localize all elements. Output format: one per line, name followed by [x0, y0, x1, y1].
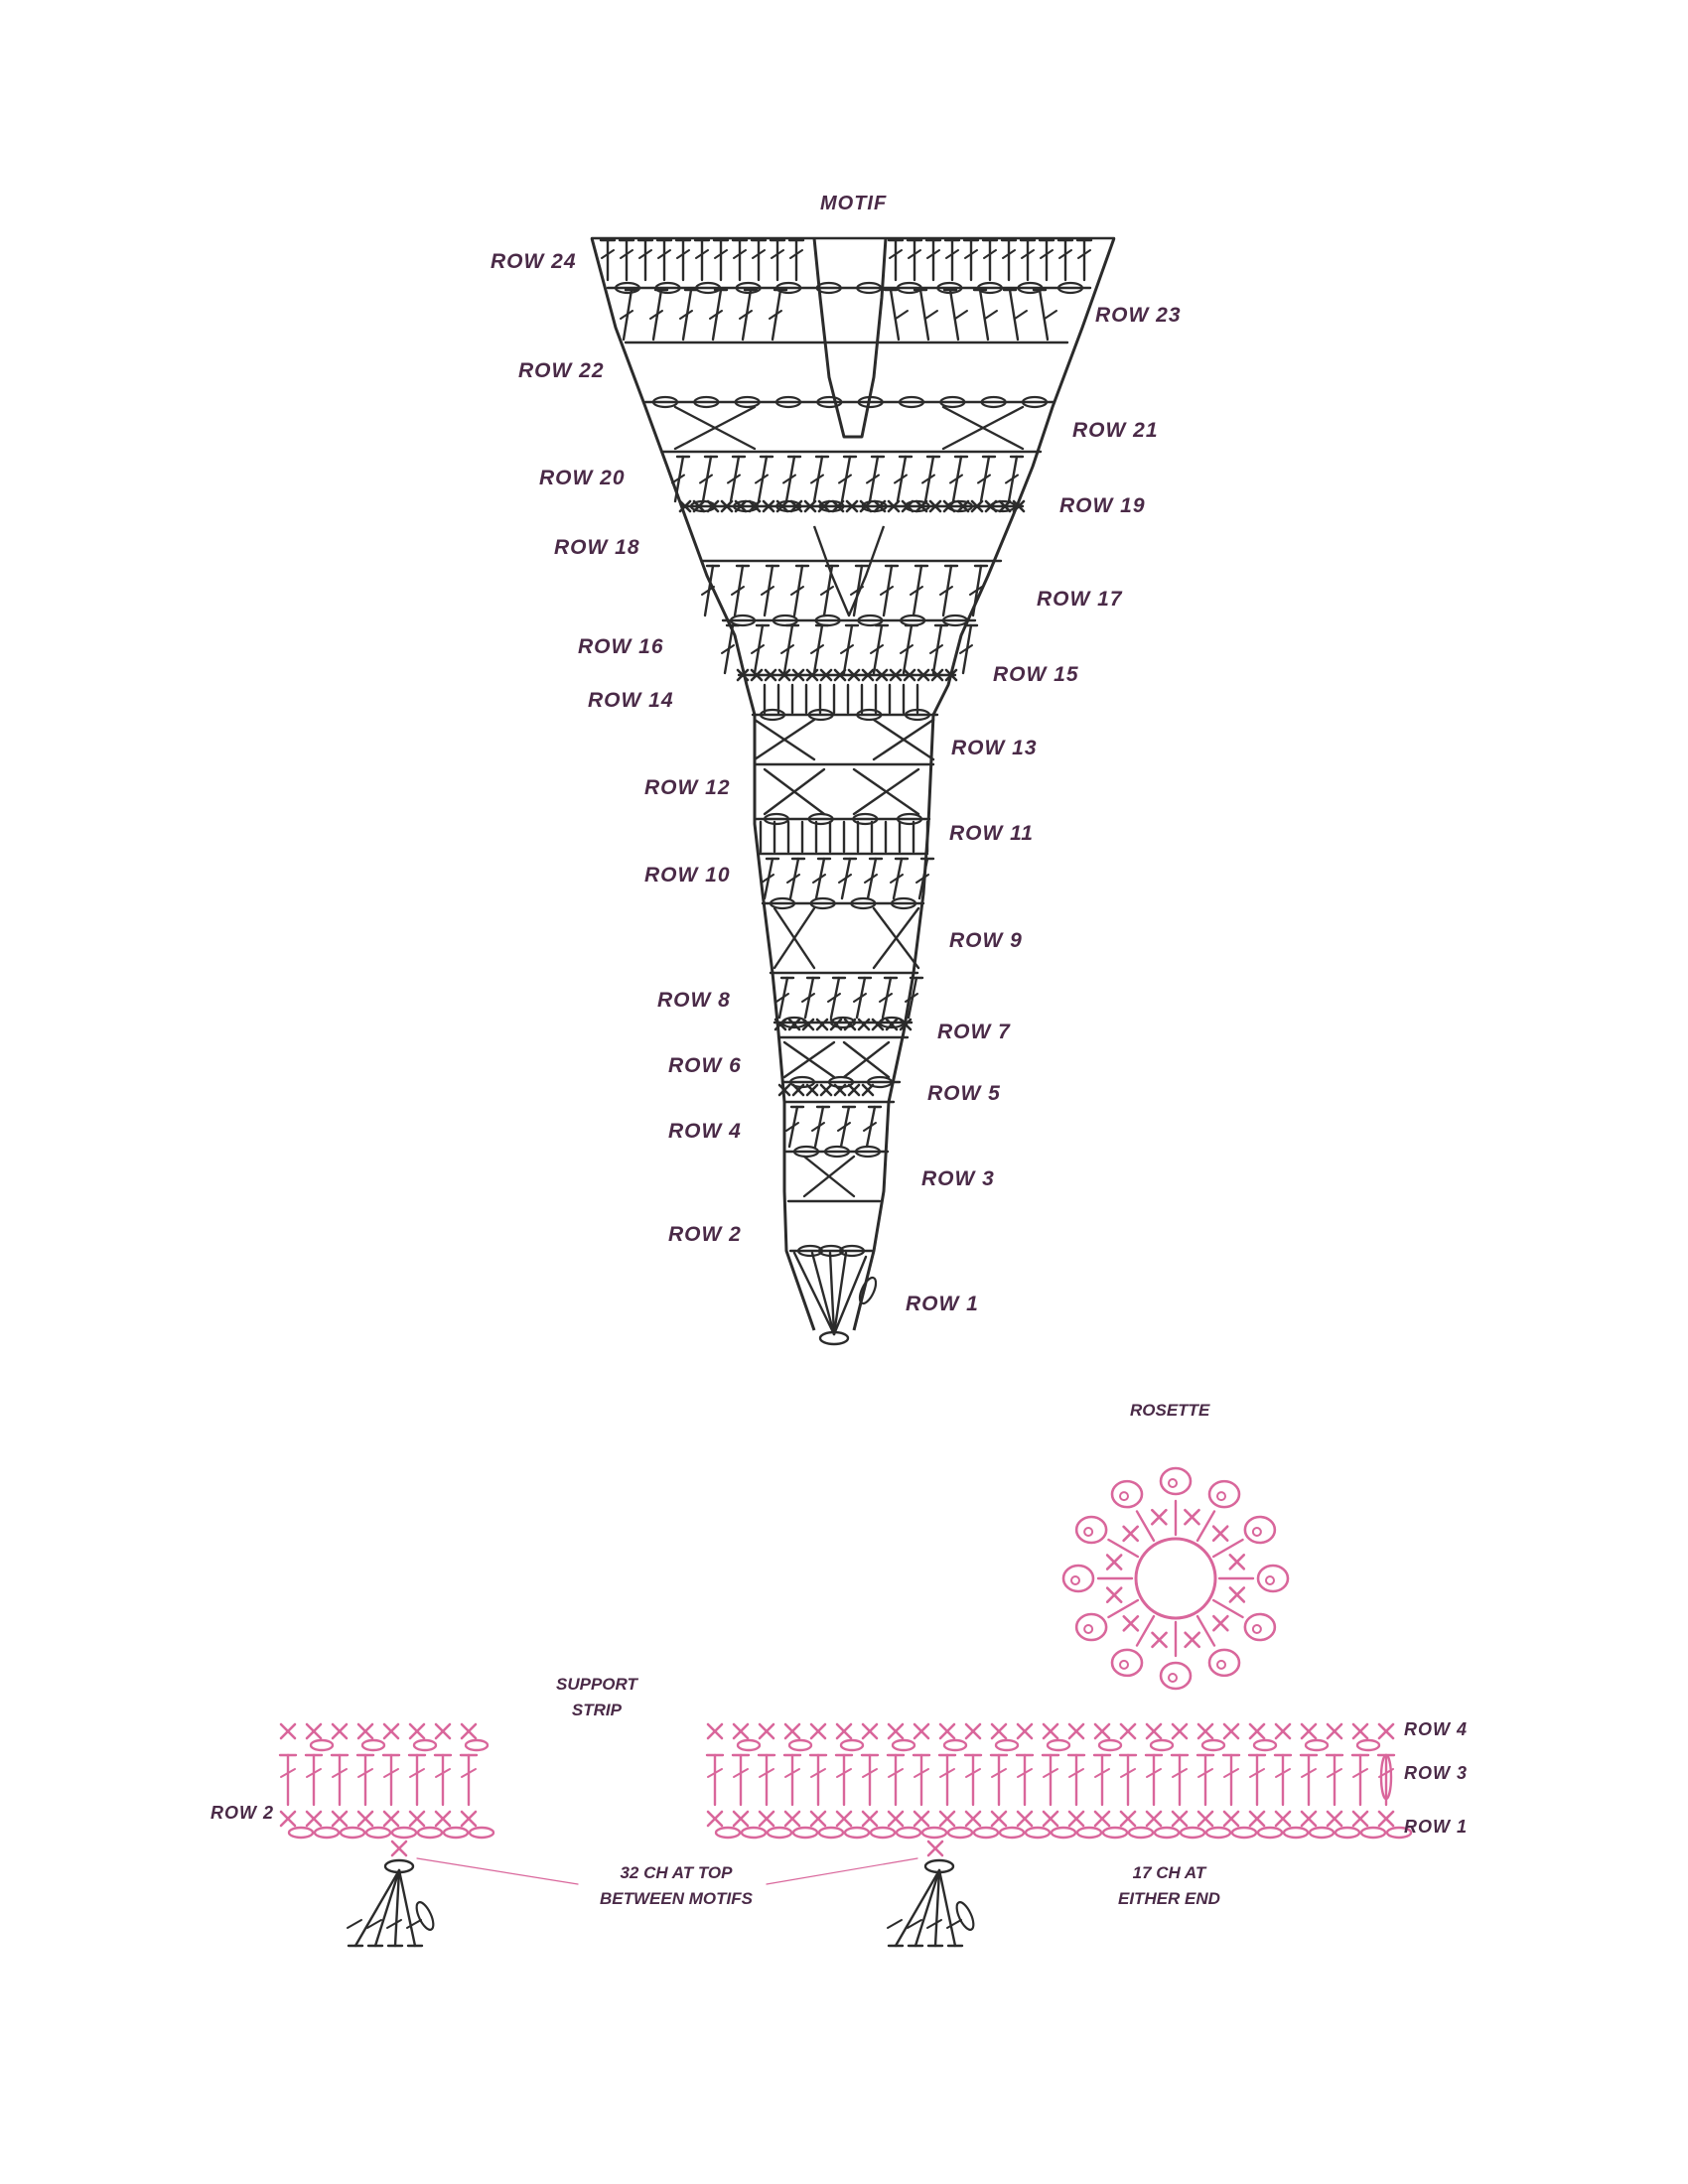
- petal-picot: [1084, 1625, 1092, 1633]
- chain-stitch-symbol: [418, 1828, 442, 1838]
- chain-stitch-symbol: [366, 1828, 390, 1838]
- rosette-petal: [1112, 1650, 1142, 1676]
- note-between-motifs-line2: BETWEEN MOTIFS: [600, 1889, 753, 1908]
- chain-stitch-symbol: [1129, 1828, 1153, 1838]
- petal-picot: [1084, 1528, 1092, 1536]
- support-strip-diagram: [280, 1724, 1411, 1884]
- rosette-petal: [1076, 1517, 1106, 1543]
- petal-picot: [1217, 1492, 1225, 1500]
- chain-stitch-symbol: [1361, 1828, 1385, 1838]
- rosette-petal: [1209, 1481, 1239, 1507]
- stitch-stroke: [417, 1858, 578, 1884]
- rosette-petal: [1063, 1566, 1093, 1591]
- chain-stitch-symbol: [819, 1828, 843, 1838]
- chain-stitch-symbol: [341, 1828, 364, 1838]
- petal-picot: [1120, 1492, 1128, 1500]
- row-label-12: ROW 12: [644, 776, 731, 799]
- chain-stitch-symbol: [1206, 1828, 1230, 1838]
- rosette-petal: [1258, 1566, 1288, 1591]
- stitch-stroke: [387, 1920, 401, 1928]
- row-label-20: ROW 20: [539, 467, 626, 489]
- rosette-petal: [1112, 1481, 1142, 1507]
- petal-picot: [1266, 1576, 1274, 1584]
- chain-stitch-symbol: [1000, 1828, 1024, 1838]
- row-label-15: ROW 15: [993, 663, 1079, 686]
- petal-picot: [1120, 1661, 1128, 1669]
- petal-picot: [1071, 1576, 1079, 1584]
- chain-stitch-symbol: [1232, 1828, 1256, 1838]
- stitch-stroke: [355, 1870, 399, 1946]
- support-strip-left-section: [280, 1724, 493, 1838]
- stitch-stroke: [920, 290, 928, 340]
- chain-stitch-symbol: [922, 1828, 946, 1838]
- stitch-stroke: [399, 1870, 415, 1946]
- chain-stitch-symbol: [1181, 1828, 1204, 1838]
- chain-stitch-symbol: [1103, 1828, 1127, 1838]
- stitch-stroke: [1108, 1540, 1137, 1557]
- chain-stitch-symbol: [716, 1828, 740, 1838]
- stitch-stroke: [927, 1920, 941, 1928]
- stitch-stroke: [1213, 1600, 1242, 1617]
- petal-picot: [1169, 1479, 1177, 1487]
- chain-stitch-symbol: [893, 1740, 914, 1750]
- chain-stitch-symbol: [857, 1276, 880, 1305]
- rosette-petal: [1209, 1650, 1239, 1676]
- support-row-4-label: ROW 4: [1404, 1719, 1469, 1739]
- row-label-5: ROW 5: [927, 1082, 1001, 1105]
- stitch-stroke: [955, 311, 967, 319]
- row-label-21: ROW 21: [1072, 419, 1159, 442]
- rosette-petal: [1076, 1614, 1106, 1640]
- rosette-petal: [1245, 1614, 1275, 1640]
- petal-picot: [1253, 1528, 1261, 1536]
- chain-stitch-symbol: [1357, 1740, 1379, 1750]
- chain-stitch-symbol: [1151, 1740, 1173, 1750]
- motif-tip-right: [888, 1860, 977, 1946]
- row-label-13: ROW 13: [951, 737, 1038, 759]
- chain-stitch-symbol: [1310, 1828, 1334, 1838]
- row-label-18: ROW 18: [554, 536, 640, 559]
- row-label-24: ROW 24: [491, 250, 577, 273]
- chain-stitch-symbol: [944, 1740, 966, 1750]
- rosette-diagram: [1063, 1468, 1288, 1689]
- support-strip-title: [556, 1672, 637, 1723]
- stitch-stroke: [985, 311, 997, 319]
- row-label-9: ROW 9: [949, 929, 1023, 952]
- support-row-1-label: ROW 1: [1404, 1817, 1469, 1837]
- chain-stitch-symbol: [845, 1828, 869, 1838]
- stitch-stroke: [1137, 1511, 1154, 1540]
- row-label-8: ROW 8: [657, 989, 731, 1012]
- chain-stitch-symbol: [315, 1828, 339, 1838]
- petal-picot: [1253, 1625, 1261, 1633]
- chain-stitch-symbol: [1254, 1740, 1276, 1750]
- chain-stitch-symbol: [974, 1828, 998, 1838]
- chain-stitch-symbol: [414, 1740, 436, 1750]
- note-either-end: [1118, 1860, 1220, 1912]
- stitch-stroke: [939, 1870, 955, 1946]
- chain-stitch-symbol: [768, 1828, 791, 1838]
- row-label-16: ROW 16: [578, 635, 664, 658]
- stitch-stroke: [888, 1920, 902, 1928]
- stitch-stroke: [980, 290, 988, 340]
- row-label-7: ROW 7: [937, 1021, 1011, 1043]
- note-between-motifs: [600, 1860, 753, 1912]
- chain-stitch-symbol: [1336, 1828, 1359, 1838]
- chain-stitch-symbol: [738, 1740, 760, 1750]
- support-strip-title-line1: SUPPORT: [556, 1675, 637, 1694]
- stitch-stroke: [1137, 1616, 1154, 1645]
- note-either-end-line2: EITHER END: [1118, 1889, 1220, 1908]
- row-label-22: ROW 22: [518, 359, 605, 382]
- row-label-1: ROW 1: [906, 1293, 979, 1315]
- motif-tip-left: [348, 1860, 437, 1946]
- chain-stitch-symbol: [1026, 1828, 1050, 1838]
- row-label-11: ROW 11: [949, 822, 1034, 845]
- chain-stitch-symbol: [413, 1900, 437, 1932]
- rosette-petal: [1161, 1468, 1191, 1494]
- stitch-stroke: [1108, 1600, 1137, 1617]
- row-label-2: ROW 2: [668, 1223, 742, 1246]
- stitch-stroke: [1040, 290, 1048, 340]
- petal-picot: [1217, 1661, 1225, 1669]
- stitch-stroke: [896, 311, 908, 319]
- chain-stitch-symbol: [841, 1740, 863, 1750]
- support-row-3-label: ROW 3: [1404, 1763, 1469, 1783]
- chain-stitch-symbol: [953, 1900, 977, 1932]
- stitch-stroke: [348, 1920, 361, 1928]
- support-strip-right-section: [707, 1724, 1411, 1838]
- rosette-petal: [1245, 1517, 1275, 1543]
- chain-stitch-symbol: [289, 1828, 313, 1838]
- row-label-23: ROW 23: [1095, 304, 1182, 327]
- chain-stitch-symbol: [362, 1740, 384, 1750]
- rosette-title: ROSETTE: [1130, 1401, 1210, 1420]
- chain-stitch-symbol: [996, 1740, 1018, 1750]
- support-strip-title-line2: STRIP: [571, 1701, 622, 1719]
- chain-stitch-symbol: [871, 1828, 895, 1838]
- chain-stitch-symbol: [1048, 1740, 1069, 1750]
- row-label-6: ROW 6: [668, 1054, 742, 1077]
- chain-stitch-symbol: [948, 1828, 972, 1838]
- row-label-17: ROW 17: [1037, 588, 1123, 611]
- row-label-14: ROW 14: [588, 689, 674, 712]
- chain-stitch-symbol: [466, 1740, 488, 1750]
- motif-title: MOTIF: [820, 193, 888, 214]
- stitch-stroke: [896, 1870, 939, 1946]
- rosette-petal: [1161, 1663, 1191, 1689]
- support-row-2-label: ROW 2: [211, 1803, 275, 1823]
- motif-lower-split: [814, 526, 884, 615]
- row-label-3: ROW 3: [921, 1167, 995, 1190]
- stitch-stroke: [767, 1858, 917, 1884]
- stitch-stroke: [950, 290, 958, 340]
- note-between-motifs-line1: 32 CH AT TOP: [620, 1863, 733, 1882]
- chain-stitch-symbol: [311, 1740, 333, 1750]
- chain-stitch-symbol: [392, 1828, 416, 1838]
- chain-stitch-symbol: [1284, 1828, 1308, 1838]
- stitch-stroke: [1010, 290, 1018, 340]
- chain-stitch-symbol: [897, 1828, 920, 1838]
- chain-stitch-symbol: [1258, 1828, 1282, 1838]
- chain-stitch-symbol: [444, 1828, 468, 1838]
- petal-picot: [1169, 1674, 1177, 1682]
- chain-stitch-symbol: [793, 1828, 817, 1838]
- chain-stitch-symbol: [789, 1740, 811, 1750]
- chain-stitch-symbol: [1099, 1740, 1121, 1750]
- stitch-stroke: [1197, 1511, 1214, 1540]
- note-either-end-line1: 17 CH AT: [1132, 1863, 1206, 1882]
- stitch-stroke: [1045, 311, 1056, 319]
- stitch-stroke: [1213, 1540, 1242, 1557]
- chain-stitch-symbol: [1155, 1828, 1179, 1838]
- chain-stitch-symbol: [1202, 1740, 1224, 1750]
- chain-stitch-symbol: [1052, 1828, 1075, 1838]
- row-label-19: ROW 19: [1059, 494, 1146, 517]
- chain-stitch-symbol: [742, 1828, 766, 1838]
- chain-stitch-symbol: [470, 1828, 493, 1838]
- row-label-4: ROW 4: [668, 1120, 742, 1143]
- stitch-stroke: [1197, 1616, 1214, 1645]
- row-label-10: ROW 10: [644, 864, 731, 887]
- chain-stitch-symbol: [1077, 1828, 1101, 1838]
- chain-stitch-symbol: [1306, 1740, 1328, 1750]
- stitch-stroke: [925, 311, 937, 319]
- stitch-stroke: [1015, 311, 1027, 319]
- stitch-stroke: [891, 290, 899, 340]
- rosette-center-ring: [1136, 1539, 1215, 1618]
